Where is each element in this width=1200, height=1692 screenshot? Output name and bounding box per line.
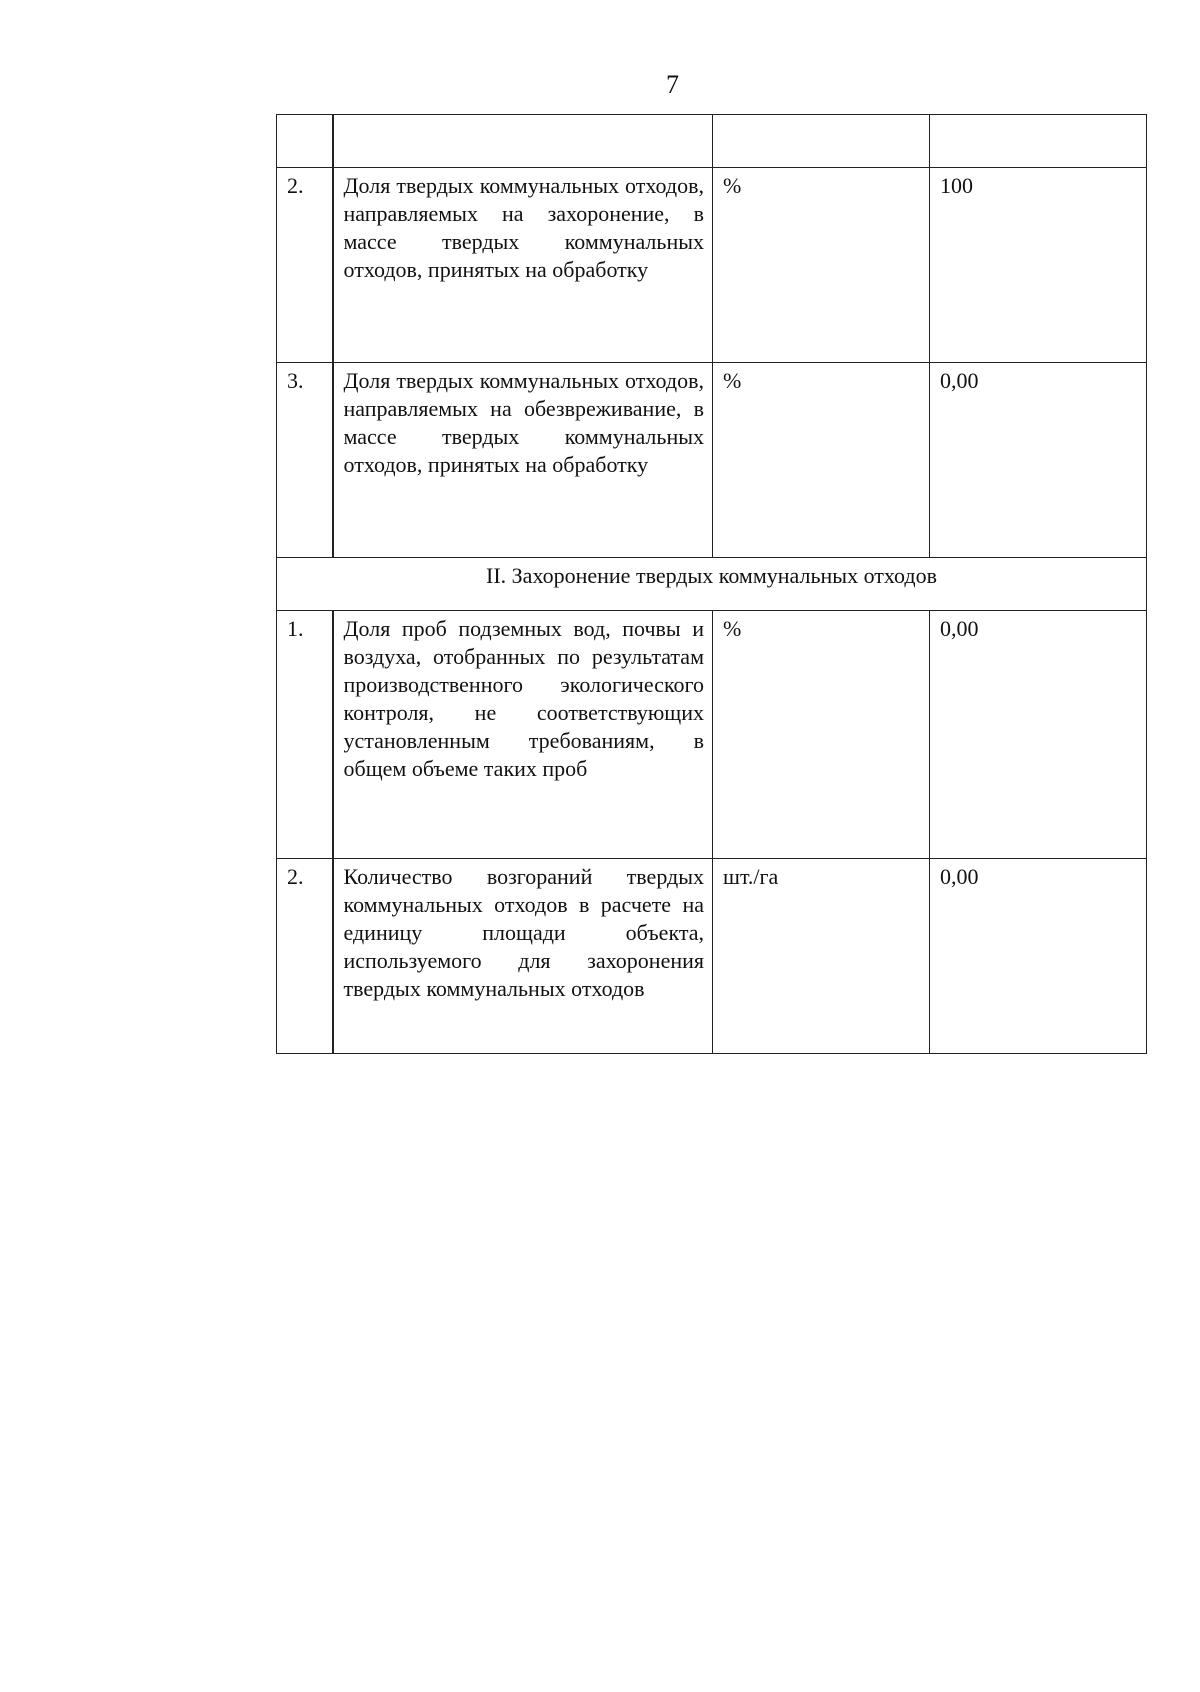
- indicator-name: Доля проб подземных вод, почвы и воздуха, отобранных по результатам производственного экологического контроля, не соответствующих установленным требованиям, в общем объеме таких проб: [333, 611, 713, 859]
- table-row: [277, 363, 1147, 558]
- header-cell-value: [930, 115, 1147, 168]
- row-number: 1.: [277, 611, 333, 859]
- row-number: 2.: [277, 168, 333, 363]
- section-title: II. Захоронение твердых коммунальных отходов: [277, 558, 1147, 611]
- value-cell: 0,00: [930, 611, 1147, 859]
- section-row: [277, 558, 1147, 611]
- header-cell-unit: [713, 115, 930, 168]
- value-cell: 0,00: [930, 363, 1147, 558]
- indicator-name: Доля твердых коммунальных отходов, направляемых на захоронение, в массе твердых коммунальных отходов, принятых на обработку: [333, 168, 713, 363]
- unit-cell: шт./га: [713, 859, 930, 1054]
- value-cell: 0,00: [930, 859, 1147, 1054]
- row-number: 3.: [277, 363, 333, 558]
- header-cell-num: [277, 115, 333, 168]
- table-row: [277, 859, 1147, 1054]
- indicator-name: Доля твердых коммунальных отходов, направляемых на обезвреживание, в массе твердых коммунальных отходов, принятых на обработку: [333, 363, 713, 558]
- table-header-row: [277, 115, 1147, 168]
- table-row: [277, 168, 1147, 363]
- indicators-table: [276, 114, 1147, 1054]
- value-cell: 100: [930, 168, 1147, 363]
- row-number: 2.: [277, 859, 333, 1054]
- indicator-name: Количество возгораний твердых коммунальных отходов в расчете на единицу площади объекта, используемого для захоронения твердых коммунальных отходов: [333, 859, 713, 1054]
- unit-cell: %: [713, 168, 930, 363]
- unit-cell: %: [713, 363, 930, 558]
- page-number: 7: [666, 70, 679, 99]
- table-row: [277, 611, 1147, 859]
- unit-cell: %: [713, 611, 930, 859]
- header-cell-name: [333, 115, 713, 168]
